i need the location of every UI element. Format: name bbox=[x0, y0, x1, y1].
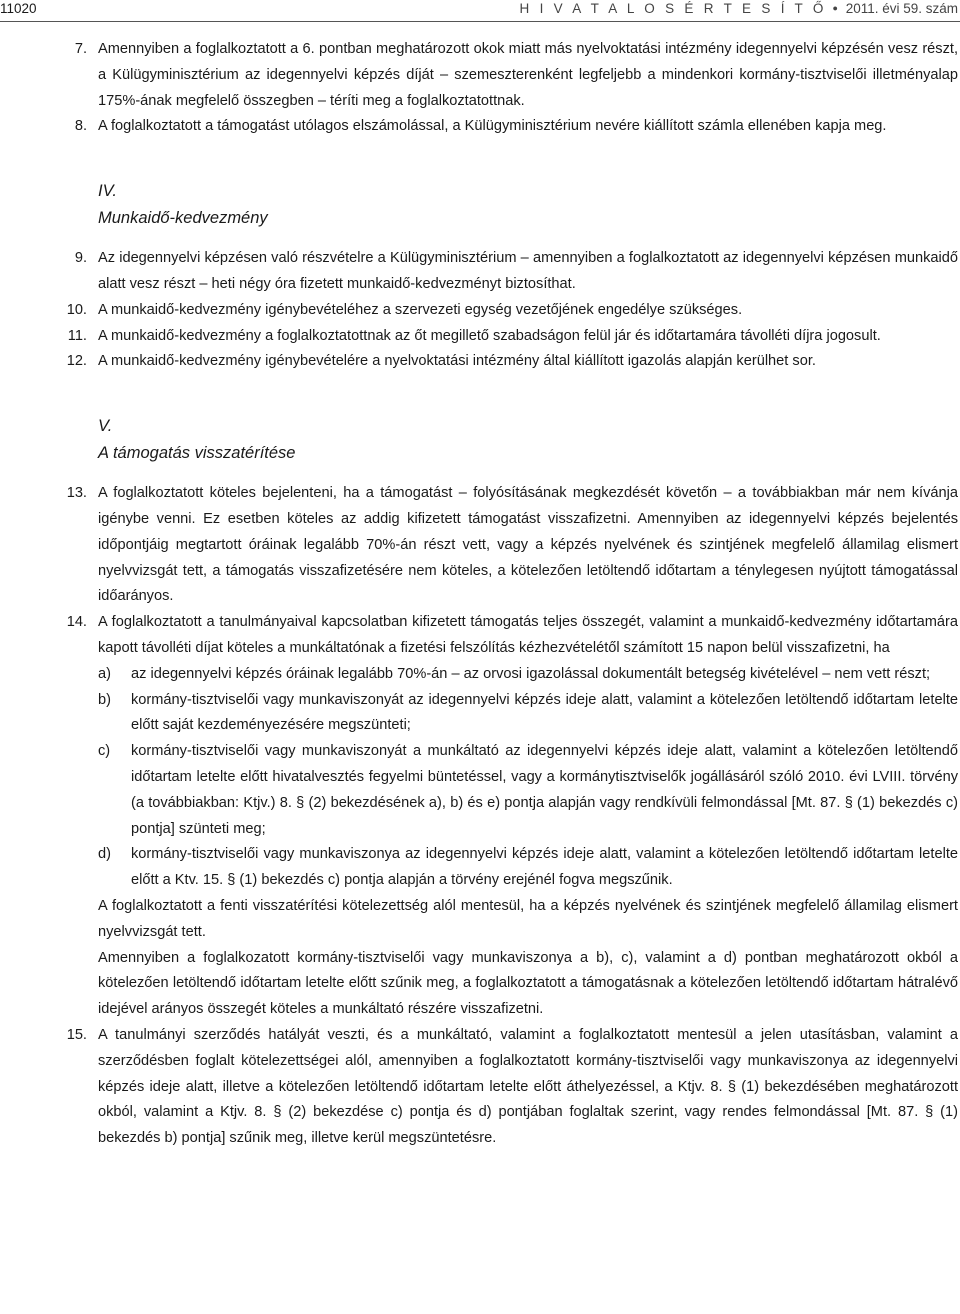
list-item-text: kormány-tisztviselői vagy munkaviszonyát az idegennyelvi képzés ideje alatt, valamint a kötelezően letöltendő időtartam letelte előtt saját kezdeményezésére megszünteti; bbox=[131, 691, 958, 734]
paragraph-number: 11. bbox=[67, 327, 87, 344]
paragraph-text: A foglalkoztatott a fenti visszatérítési kötelezettség alól mentesül, ha a képzés nyelvének és szintjének megfelelő államilag elismert nyelvvizsgát tett. bbox=[98, 897, 958, 940]
paragraph-8 bbox=[0, 114, 960, 140]
paragraph-9 bbox=[0, 246, 960, 298]
paragraph-text: A munkaidő-kedvezmény a foglalkoztatottnak az őt megillető szabadságon felül jár és időtartamára távolléti díjra jogosult. bbox=[98, 327, 881, 344]
paragraph-14-proportional bbox=[0, 946, 960, 1023]
list-marker: b) bbox=[98, 691, 111, 708]
issue-label: 2011. évi 59. szám bbox=[845, 1, 958, 16]
paragraph-text: A foglalkoztatott a támogatást utólagos elszámolással, a Külügyminisztérium nevére kiállított számla ellenében kapja meg. bbox=[98, 118, 887, 135]
paragraph-14-b bbox=[0, 688, 960, 740]
page-number: 11020 bbox=[0, 1, 37, 16]
list-marker: c) bbox=[98, 743, 111, 760]
paragraph-14-c bbox=[0, 739, 960, 842]
journal-info bbox=[519, 1, 958, 16]
document-body bbox=[0, 37, 960, 1152]
section-roman-numeral: V. bbox=[98, 417, 113, 436]
paragraph-14 bbox=[0, 610, 960, 662]
section-title: A támogatás visszatérítése bbox=[98, 444, 296, 463]
section-title: Munkaidő-kedvezmény bbox=[98, 209, 268, 228]
paragraph-10 bbox=[0, 298, 960, 324]
paragraph-number: 13. bbox=[66, 485, 87, 502]
paragraph-number: 9. bbox=[74, 250, 87, 267]
paragraph-number: 8. bbox=[74, 118, 87, 135]
paragraph-text: A tanulmányi szerződés hatályát veszti, és a munkáltató, valamint a foglalkoztatott mentesül a jelen utasításban, valamint a szerződésben foglalt kötelezettségei alól, amennyiben a foglalkoztatott kormány-tisztviselői vagy munkaviszonya az idegennyelvi képzés ideje alatt, illetve a kötelezően letöltendő időtartam letelte előtt áthelyezéssel, a Ktjv. 8. § (1) bekezdésében meghatározott okból, valamint a Ktjv. 8. § (2) bekezdése c) pontja és d) pontjában foglaltak szerint, vagy rendes felmondással [Mt. 87. § (1) bekezdés b) pontja] szűnik meg, illetve kerül megszüntetésre. bbox=[98, 1026, 958, 1147]
list-item-text: kormány-tisztviselői vagy munkaviszonya az idegennyelvi képzés ideje alatt, valamint a kötelezően letöltendő időtartam letelte előtt a Ktv. 15. § (1) bekezdés c) pontja alapján a törvény erejénél fogva megszűnik. bbox=[131, 846, 958, 889]
paragraph-text: A munkaidő-kedvezmény igénybevételéhez a szervezeti egység vezetőjének engedélye szükséges. bbox=[98, 301, 743, 318]
header-rule bbox=[0, 21, 960, 22]
list-marker: a) bbox=[98, 665, 111, 682]
paragraph-14-a bbox=[0, 662, 960, 688]
paragraph-text: A munkaidő-kedvezmény igénybevételére a nyelvoktatási intézmény által kiállított igazolás alapján kerülhet sor. bbox=[98, 353, 816, 370]
paragraph-text: Az idegennyelvi képzésen való részvételre a Külügyminisztérium – amennyiben a foglalkoztatott az idegennyelvi képzésen munkaidő alatt vesz részt – heti négy óra fizetett munkaidő-kedvezményt biztosíthat. bbox=[98, 250, 958, 292]
paragraph-14-d bbox=[0, 842, 960, 894]
paragraph-13 bbox=[0, 481, 960, 610]
paragraph-text: A foglalkoztatott a tanulmányaival kapcsolatban kifizetett támogatás teljes összegét, valamint a munkaidő-kedvezmény időtartamára kapott távolléti díjat köteles a munkáltatónak a fizetési felszólítás kézhezvételétől számított 15 napon belül visszafizetni, ha bbox=[98, 614, 958, 656]
paragraph-15 bbox=[0, 1023, 960, 1152]
paragraph-text: Amennyiben a foglalkoztatott a 6. pontban meghatározott okok miatt más nyelvoktatási intézmény idegennyelvi képzésén vesz részt, a Külügyminisztérium az idegennyelvi képzés díját – szemeszterenként legfeljebb a mindenkori kormány-tisztviselői illetményalap 175%-ának megfelelő összegben – téríti meg a foglalkoztatottnak. bbox=[98, 41, 958, 109]
paragraph-number: 7. bbox=[74, 41, 87, 57]
paragraph-12 bbox=[0, 349, 960, 375]
paragraph-text: A foglalkoztatott köteles bejelenteni, ha a támogatást – folyósításának megkezdését követőn – a továbbiakban már nem kívánja igénybe venni. Ez esetben köteles az addig kifizetett támogatást visszafizetni. Amennyiben az idegennyelvi képzés bejelentés időpontjáig megtartott óráinak legalább 70%-án részt vett, vagy a képzés nyelvének és szintjének megfelelő államilag elismert nyelvvizsgát tett, a támogatás visszafizetésére nem köteles, a kötelezően letöltendő időtartam a ténylegesen nyújtott támogatással időarányos. bbox=[98, 485, 958, 605]
paragraph-number: 15. bbox=[66, 1026, 87, 1043]
list-item-text: az idegennyelvi képzés óráinak legalább 70%-án – az orvosi igazolással dokumentált betegség kivételével – nem vett részt; bbox=[131, 665, 931, 682]
paragraph-11 bbox=[0, 324, 960, 350]
section-heading-v bbox=[0, 413, 960, 467]
paragraph-number: 10. bbox=[66, 301, 87, 318]
bullet-dot-icon: ● bbox=[832, 3, 838, 13]
paragraph-number: 12. bbox=[66, 353, 87, 370]
paragraph-number: 14. bbox=[66, 614, 87, 631]
section-roman-numeral: IV. bbox=[98, 182, 117, 201]
list-item-text: kormány-tisztviselői vagy munkaviszonyát a munkáltató az idegennyelvi képzés ideje alatt, valamint a kötelezően letöltendő időtartam letelte előtt hivatalvesztés fegyelmi büntetéssel, vagy a kormánytisztviselők jogállásáról szóló 2010. évi LVIII. törvény (a továbbiakban: Ktjv.) 8. § (2) bekezdésének a), b) és e) pontja alapján vagy rendkívüli felmondással [Mt. 87. § (1) bekezdés c) pontja] szünteti meg; bbox=[131, 743, 958, 837]
journal-title: H I V A T A L O S É R T E S Í T Ő bbox=[519, 1, 827, 16]
paragraph-text: Amennyiben a foglalkozatott kormány-tisztviselői vagy munkaviszonya a b), c), valamint a d) pontban meghatározott okból a kötelezően letöltendő időtartam letelte előtt szűnik meg, a foglalkoztatott a támogatásnak a kötelezően letöltendő időtartam hátralévő idejével arányos összegét köteles a munkáltató részére visszafizetni. bbox=[98, 949, 958, 1018]
page-header bbox=[0, 0, 960, 22]
paragraph-14-exemption bbox=[0, 894, 960, 946]
list-marker: d) bbox=[98, 846, 111, 863]
paragraph-7 bbox=[0, 37, 960, 114]
section-heading-iv bbox=[0, 178, 960, 232]
